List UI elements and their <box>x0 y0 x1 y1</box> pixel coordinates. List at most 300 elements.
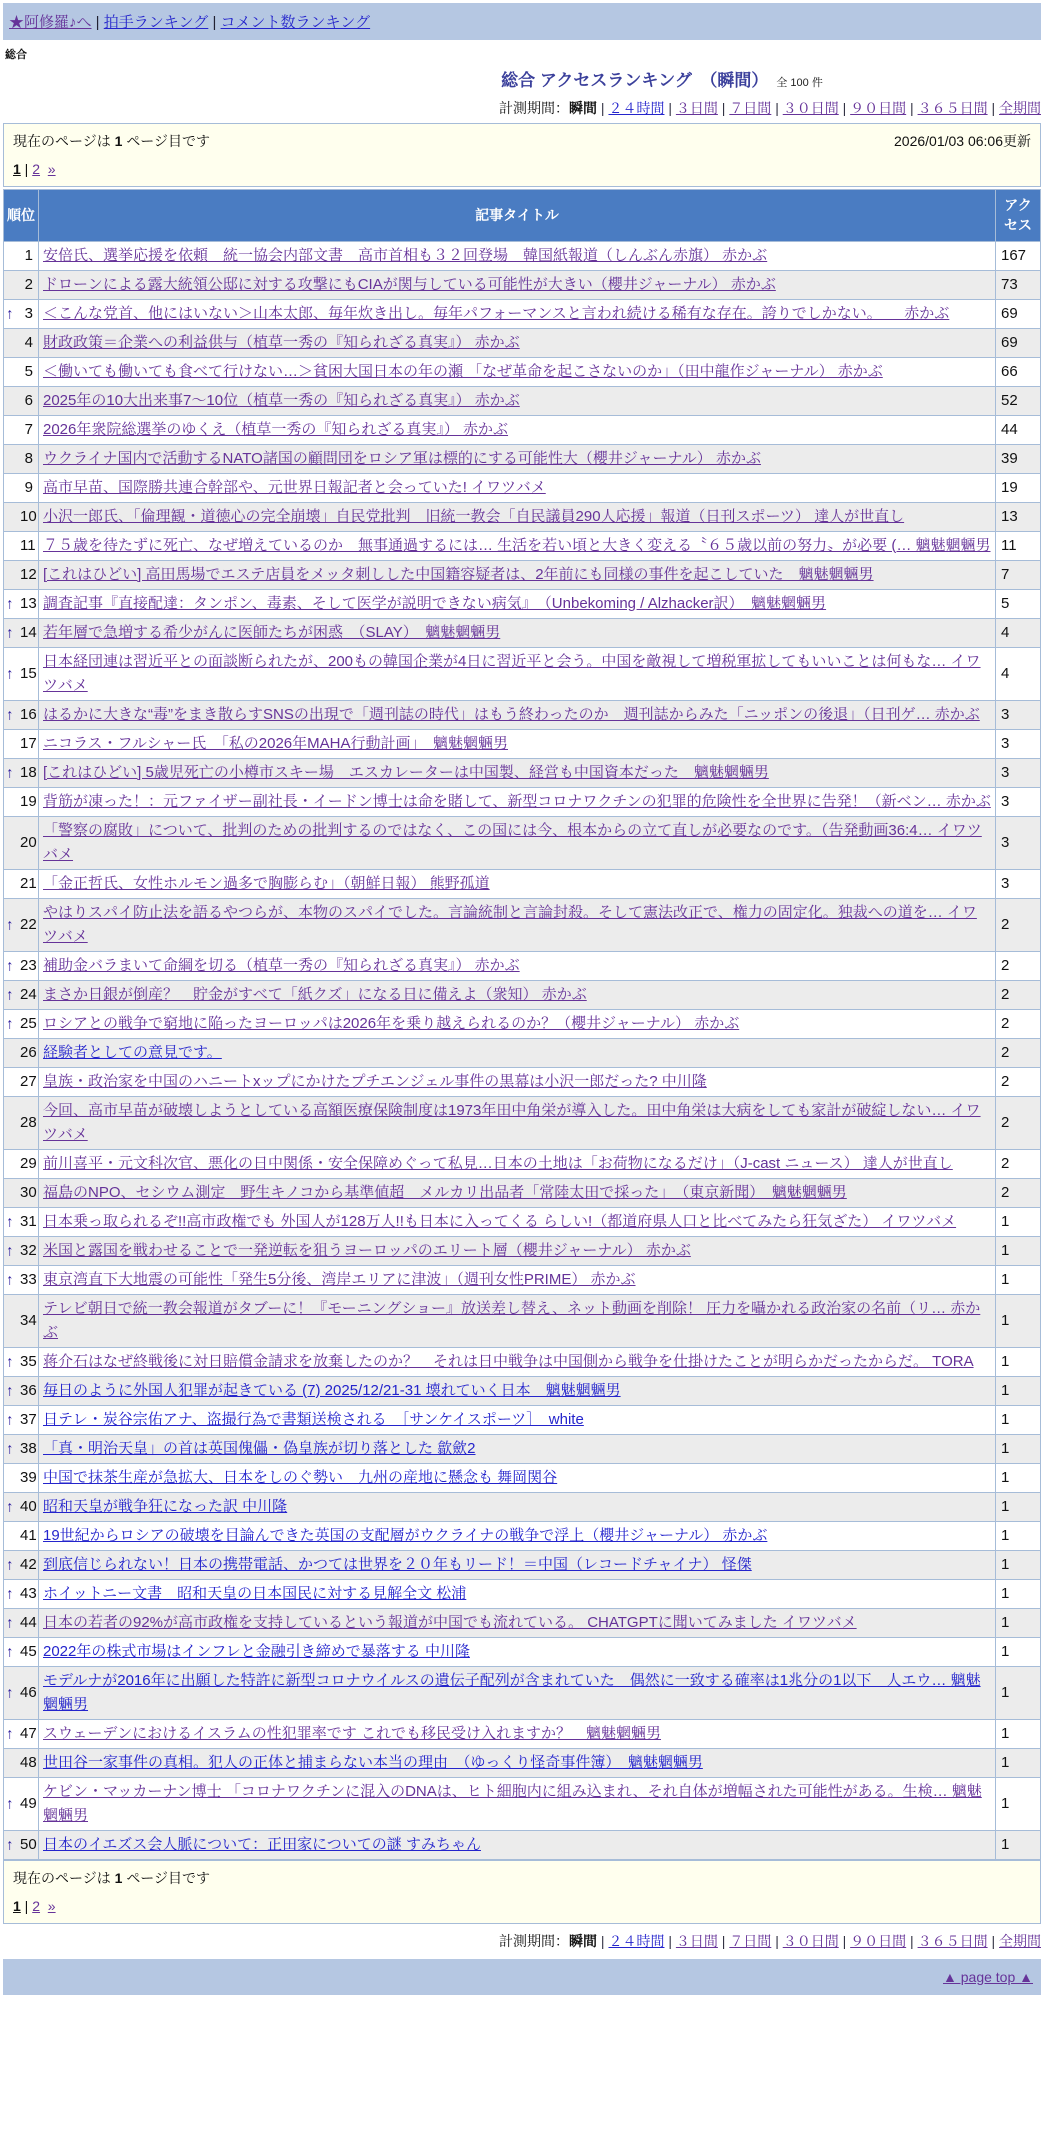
period-365d[interactable]: ３６５日間 <box>917 1932 988 1949</box>
access-count: 7 <box>996 560 1041 589</box>
period-label: 計測期間： <box>499 100 570 116</box>
rank-number: 18 <box>20 764 37 782</box>
article-link[interactable]: 安倍氏、選挙応援を依頼 統一協会内部文書 高市首相も３２回登場 韓国紙報道（しんぶん赤旗） 赤かぶ <box>43 246 768 264</box>
rank-up-icon: ↑ <box>6 665 14 683</box>
rank-cell <box>4 299 39 328</box>
table-row <box>4 1608 1041 1637</box>
access-count: 3 <box>996 729 1041 758</box>
access-count: 1 <box>996 1521 1041 1550</box>
article-link[interactable]: 蒋介石はなぜ終戦後に対日賠償金請求を放棄したのか？ それは日中戦争は中国側から戦争を仕掛けたことが明らかだったからだ。 TORA <box>43 1352 974 1370</box>
article-link[interactable]: 2022年の株式市場はインフレと金融引き締めで暴落する 中川隆 <box>43 1642 470 1660</box>
table-row <box>4 386 1041 415</box>
rank-number: 10 <box>20 508 37 526</box>
access-count: 1 <box>996 1550 1041 1579</box>
table-row <box>4 1748 1041 1777</box>
article-link[interactable]: 到底信じられない！日本の携帯電話、かつては世界を２０年もリード！＝中国（レコードチャイナ） 怪傑 <box>43 1555 752 1573</box>
rank-up-icon: ↑ <box>6 1643 14 1661</box>
table-row <box>4 560 1041 589</box>
access-count: 167 <box>996 241 1041 270</box>
title-cell <box>39 1777 996 1830</box>
title-cell <box>39 1096 996 1149</box>
table-row <box>4 1149 1041 1178</box>
rank-number: 39 <box>20 1469 37 1487</box>
period-30d[interactable]: ３０日間 <box>782 100 839 116</box>
separator: | <box>208 14 221 31</box>
access-count: 2 <box>996 1096 1041 1149</box>
rank-cell <box>4 618 39 647</box>
page-1: 1 <box>13 161 21 177</box>
title-cell <box>39 299 996 328</box>
table-row <box>4 729 1041 758</box>
article-link[interactable]: 高市早苗、国際勝共連合幹部や、元世界日報記者と会っていた! イワツバメ <box>43 478 546 496</box>
rank-cell <box>4 1777 39 1830</box>
table-row <box>4 299 1041 328</box>
table-row <box>4 1207 1041 1236</box>
total-count: 全 100 件 <box>776 77 823 89</box>
article-link[interactable]: 昭和天皇が戦争狂になった訳 中川隆 <box>43 1497 288 1515</box>
article-link[interactable]: 世田谷一家事件の真相。犯人の正体と捕まらない本当の理由 （ゆっくり怪奇事件簿） 魑魅魍魎男 <box>43 1753 703 1771</box>
article-link[interactable]: 若年層で急増する希少がんに医師たちが困惑 （SLAY） 魑魅魍魎男 <box>43 623 501 641</box>
link-asyura-home[interactable]: ★阿修羅♪へ <box>9 14 92 31</box>
article-link[interactable]: ホイットニー文書 昭和天皇の日本国民に対する見解全文 松浦 <box>43 1584 467 1602</box>
title-cell <box>39 473 996 502</box>
access-count: 1 <box>996 1666 1041 1719</box>
rank-cell <box>4 647 39 700</box>
current-page-text <box>13 131 210 151</box>
table-row <box>4 869 1041 898</box>
rank-number: 13 <box>20 595 37 613</box>
table-row <box>4 1521 1041 1550</box>
rank-number: 46 <box>20 1684 37 1702</box>
rank-number: 43 <box>20 1585 37 1603</box>
rank-up-icon: ↑ <box>6 706 14 724</box>
separator: | <box>771 1932 783 1949</box>
updated-timestamp: 2026/01/03 06:06更新 <box>894 133 1031 149</box>
page-top-link[interactable]: ▲ page top ▲ <box>943 1968 1033 1985</box>
rank-number: 50 <box>20 1836 37 1854</box>
article-link[interactable]: 日テレ・炭谷宗佑アナ、盗撮行為で書類送検される ［サンケイスポーツ］ white <box>43 1410 584 1428</box>
rank-cell <box>4 270 39 299</box>
top-nav-bar <box>3 3 1041 40</box>
title-cell <box>39 531 996 560</box>
rank-cell <box>4 729 39 758</box>
title-cell <box>39 787 996 816</box>
link-comment-ranking[interactable]: コメント数ランキング <box>220 14 371 31</box>
title-cell <box>39 1719 996 1748</box>
rank-up-icon: ↑ <box>6 986 14 1004</box>
title-cell <box>39 816 996 869</box>
table-row <box>4 816 1041 869</box>
access-count: 1 <box>996 1637 1041 1666</box>
title-cell <box>39 1149 996 1178</box>
current-page-suffix: ページ目です <box>126 1869 211 1886</box>
article-link[interactable]: [これはひどい] 5歳児死亡の小樽市スキー場 エスカレーターは中国製、経営も中国資本だった 魑魅魍魎男 <box>43 763 769 781</box>
table-row <box>4 473 1041 502</box>
access-count: 39 <box>996 444 1041 473</box>
article-link[interactable]: ニコラス・フルシャー氏 「私の2026年MAHA行動計画」 魑魅魍魎男 <box>43 734 508 752</box>
rank-cell <box>4 980 39 1009</box>
title-cell <box>39 1178 996 1207</box>
table-row <box>4 1347 1041 1376</box>
separator: | <box>597 100 609 116</box>
article-link[interactable]: ウクライナ国内で活動するNATO諸国の顧問団をロシア軍は標的にする可能性大（櫻井ジャーナル） 赤かぶ <box>43 449 761 467</box>
rank-cell <box>4 502 39 531</box>
separator <box>40 161 48 177</box>
article-link[interactable]: 毎日のように外国人犯罪が起きている (7) 2025/12/21-31 壊れていく日本 魑魅魍魎男 <box>43 1381 621 1399</box>
rank-cell <box>4 1149 39 1178</box>
rank-cell <box>4 1265 39 1294</box>
rank-number: 6 <box>24 392 33 410</box>
rank-cell <box>4 444 39 473</box>
table-row <box>4 531 1041 560</box>
period-30d[interactable]: ３０日間 <box>782 1932 839 1949</box>
article-link[interactable]: スウェーデンにおけるイスラムの性犯罪率です これでも移民受け入れますか？ 魑魅魍魎男 <box>43 1724 661 1742</box>
title-cell <box>39 357 996 386</box>
rank-up-icon: ↑ <box>6 1836 14 1854</box>
rank-number: 2 <box>24 276 33 294</box>
rank-up-icon: ↑ <box>6 1795 14 1813</box>
rank-number: 24 <box>20 986 37 1004</box>
access-count: 1 <box>996 1294 1041 1347</box>
article-link[interactable]: まさか日銀が倒産？ 貯金がすべて「紙クズ」になる日に備えよ（衆知） 赤かぶ <box>43 985 587 1003</box>
rank-number: 29 <box>20 1155 37 1173</box>
access-count: 1 <box>996 1434 1041 1463</box>
title-cell <box>39 560 996 589</box>
title-cell <box>39 1579 996 1608</box>
title-cell <box>39 1207 996 1236</box>
period-nav-top <box>3 98 1041 118</box>
rank-cell <box>4 758 39 787</box>
rank-number: 45 <box>20 1643 37 1661</box>
rank-cell <box>4 1637 39 1666</box>
access-count: 1 <box>996 1405 1041 1434</box>
rank-cell <box>4 1178 39 1207</box>
access-count: 13 <box>996 502 1041 531</box>
article-link[interactable]: ロシアとの戦争で窮地に陥ったヨーロッパは2026年を乗り越えられるのか？（櫻井ジャーナル） 赤かぶ <box>43 1014 740 1032</box>
page-next[interactable]: » <box>47 161 56 177</box>
article-link[interactable]: 日本のイエズス会人脈について：正田家についての謎 すみちゃん <box>43 1835 481 1853</box>
article-link[interactable]: 19世紀からロシアの破壊を目論んできた英国の支配層がウクライナの戦争で浮上（櫻井ジャーナル） 赤かぶ <box>43 1526 768 1544</box>
table-row <box>4 787 1041 816</box>
rank-number: 12 <box>20 566 37 584</box>
period-instant: 瞬間 <box>569 1932 598 1949</box>
table-row <box>4 647 1041 700</box>
title-cell <box>39 1748 996 1777</box>
period-365d[interactable]: ３６５日間 <box>917 100 988 116</box>
table-row <box>4 1492 1041 1521</box>
article-link[interactable]: 小沢一郎氏、「倫理観・道徳心の完全崩壊」自民党批判 旧統一教会「自民議員290人応援」報道（日刊スポーツ） 達人が世直し <box>43 507 905 525</box>
article-link[interactable]: 米国と露国を戦わせることで一発逆転を狙うヨーロッパのエリート層（櫻井ジャーナル） 赤かぶ <box>43 1241 691 1259</box>
rank-up-icon: ↑ <box>6 595 14 613</box>
table-row <box>4 898 1041 951</box>
access-count: 44 <box>996 415 1041 444</box>
title-cell <box>39 1434 996 1463</box>
access-count: 1 <box>996 1492 1041 1521</box>
rank-up-icon: ↑ <box>6 624 14 642</box>
article-link[interactable]: 日本の若者の92%が高市政権を支持しているという報道が中国でも流れている。 CHATGPTに聞いてみました イワツバメ <box>43 1613 857 1631</box>
article-link[interactable]: ７５歳を待たずに死亡、なぜ増えているのか 無事通過するには… 生活を若い頃と大きく変える〝６５歳以前の努力〟が必要 (… 魑魅魍魎男 <box>43 536 991 554</box>
article-link[interactable]: はるかに大きな“毒”をまき散らすSNSの出現で「週刊誌の時代」はもう終わったのか 週刊誌からみた「ニッポンの後退」（日刊ゲ… 赤かぶ <box>43 705 980 723</box>
period-all[interactable]: 全期間 <box>999 100 1041 116</box>
page-title-line <box>3 66 1041 91</box>
access-count: 1 <box>996 1777 1041 1830</box>
rank-cell <box>4 473 39 502</box>
access-count: 3 <box>996 869 1041 898</box>
pagination-bottom <box>13 1898 1031 1914</box>
access-count: 1 <box>996 1748 1041 1777</box>
article-link[interactable]: 財政政策＝企業への利益供与（植草一秀の『知られざる真実』） 赤かぶ <box>43 333 520 351</box>
rank-number: 8 <box>24 450 33 468</box>
access-count: 3 <box>996 816 1041 869</box>
rank-cell <box>4 816 39 869</box>
separator: | <box>906 100 918 116</box>
period-90d[interactable]: ９０日間 <box>850 1932 907 1949</box>
rank-up-icon: ↑ <box>6 1353 14 1371</box>
table-row <box>4 357 1041 386</box>
rank-cell <box>4 1067 39 1096</box>
title-cell <box>39 415 996 444</box>
rank-number: 30 <box>20 1184 37 1202</box>
table-row <box>4 1178 1041 1207</box>
rank-up-icon: ↑ <box>6 1213 14 1231</box>
rank-cell <box>4 560 39 589</box>
article-link[interactable]: 「真・明治天皇」の首は英国傀儡・偽皇族が切り落とした 歙歛2 <box>43 1439 476 1457</box>
article-link[interactable]: ＜働いても働いても食べて行けない…＞貧困大国日本の年の瀬 「なぜ革命を起こさないのか」（田中龍作ジャーナル） 赤かぶ <box>43 362 883 380</box>
rank-number: 15 <box>20 665 37 683</box>
table-row <box>4 1376 1041 1405</box>
article-link[interactable]: 「金正哲氏、女性ホルモン過多で胸膨らむ」（朝鮮日報） 熊野孤道 <box>43 874 490 892</box>
title-cell <box>39 1067 996 1096</box>
access-count: 2 <box>996 980 1041 1009</box>
rank-number: 17 <box>20 735 37 753</box>
ranking-rows <box>4 241 1041 1859</box>
access-count: 2 <box>996 1149 1041 1178</box>
page-next[interactable]: » <box>47 1897 56 1914</box>
rank-cell <box>4 1038 39 1067</box>
access-count: 1 <box>996 1236 1041 1265</box>
period-24h[interactable]: ２４時間 <box>608 1932 665 1949</box>
rank-number: 26 <box>20 1044 37 1062</box>
access-count: 52 <box>996 386 1041 415</box>
link-clap-ranking[interactable]: 拍手ランキング <box>103 14 209 31</box>
separator: | <box>597 1932 609 1949</box>
current-page-prefix: 現在のページは <box>13 133 111 149</box>
rank-cell <box>4 241 39 270</box>
table-row <box>4 951 1041 980</box>
current-page-prefix: 現在のページは <box>13 1869 111 1886</box>
access-count: 2 <box>996 951 1041 980</box>
page-1: 1 <box>13 1897 21 1914</box>
period-all[interactable]: 全期間 <box>999 1932 1041 1949</box>
ranking-table <box>3 189 1041 1860</box>
article-link[interactable]: 経験者としての意見です。 <box>43 1043 222 1061</box>
rank-cell <box>4 898 39 951</box>
title-cell <box>39 1550 996 1579</box>
article-link[interactable]: [これはひどい] 高田馬場でエステ店員をメッタ刺しした中国籍容疑者は、2年前にも同様の事件を起こしていた 魑魅魍魎男 <box>43 565 874 583</box>
rank-cell <box>4 328 39 357</box>
current-page-suffix: ページ目です <box>126 133 211 149</box>
title-cell <box>39 951 996 980</box>
separator: | <box>91 14 104 31</box>
access-count: 3 <box>996 787 1041 816</box>
table-row <box>4 758 1041 787</box>
period-24h[interactable]: ２４時間 <box>608 100 665 116</box>
access-count: 19 <box>996 473 1041 502</box>
title-cell <box>39 1637 996 1666</box>
period-3d[interactable]: ３日間 <box>675 100 718 116</box>
rank-up-icon: ↑ <box>6 957 14 975</box>
title-cell <box>39 647 996 700</box>
article-link[interactable]: やはりスパイ防止法を語るやつらが、本物のスパイでした。言論統制と言論封殺。そして憲法改正で、権力の固定化。独裁への道を… イワツバメ <box>43 903 977 945</box>
rank-up-icon: ↑ <box>6 916 14 934</box>
page-title: 総合 アクセスランキング （瞬間） <box>501 71 769 90</box>
pagination-top <box>13 161 1031 177</box>
rank-number: 7 <box>24 421 33 439</box>
title-cell <box>39 1038 996 1067</box>
table-row <box>4 1265 1041 1294</box>
rank-cell <box>4 1009 39 1038</box>
rank-up-icon: ↑ <box>6 1242 14 1260</box>
rank-number: 5 <box>24 363 33 381</box>
title-cell <box>39 1376 996 1405</box>
period-90d[interactable]: ９０日間 <box>850 100 907 116</box>
separator: | <box>987 1932 999 1949</box>
rank-number: 42 <box>20 1556 37 1574</box>
rank-up-icon: ↑ <box>6 764 14 782</box>
table-row <box>4 589 1041 618</box>
rank-number: 1 <box>24 247 33 265</box>
period-7d[interactable]: ７日間 <box>729 100 772 116</box>
article-link[interactable]: 「警察の腐敗」について、批判のための批判するのではなく、この国には今、根本からの立て直しが必要なのです。（告発動画36:4… イワツバメ <box>43 821 982 863</box>
page-2[interactable]: 2 <box>32 1897 41 1914</box>
title-cell <box>39 1405 996 1434</box>
separator: | <box>838 1932 851 1949</box>
separator: | <box>838 100 851 116</box>
table-row <box>4 700 1041 729</box>
table-row <box>4 241 1041 270</box>
article-link[interactable]: 日本経団連は習近平との面談断られたが、200もの韓国企業が4日に習近平と会う。中国を敵視して増税軍拡してもいいことは何もな… イワツバメ <box>43 652 981 694</box>
title-cell <box>39 1009 996 1038</box>
title-cell <box>39 729 996 758</box>
access-count: 4 <box>996 647 1041 700</box>
table-row <box>4 1009 1041 1038</box>
title-cell <box>39 502 996 531</box>
article-link[interactable]: 中国で抹茶生産が急拡大、日本をしのぐ勢い 九州の産地に懸念も 舞岡関谷 <box>43 1468 558 1486</box>
rank-cell <box>4 1579 39 1608</box>
rank-cell <box>4 1521 39 1550</box>
article-link[interactable]: 福島のNPO、セシウム測定 野生キノコから基準値超 メルカリ出品者「常陸太田で採った」 （東京新聞） 魑魅魍魎男 <box>43 1183 847 1201</box>
rank-cell <box>4 951 39 980</box>
title-cell <box>39 386 996 415</box>
title-cell <box>39 444 996 473</box>
rank-number: 40 <box>20 1498 37 1516</box>
pager-box-top <box>3 123 1041 187</box>
table-row <box>4 270 1041 299</box>
table-row <box>4 1067 1041 1096</box>
rank-cell <box>4 1347 39 1376</box>
rank-number: 47 <box>20 1725 37 1743</box>
rank-number: 9 <box>24 479 33 497</box>
table-row <box>4 1463 1041 1492</box>
article-link[interactable]: ＜こんな党首、他にはいない＞山本太郎、毎年炊き出し。毎年パフォーマンスと言われ続ける稀有な存在。誇りでしかない。 赤かぶ <box>43 304 950 322</box>
article-link[interactable]: 2025年の10大出来事7〜10位（植草一秀の『知られざる真実』） 赤かぶ <box>43 391 520 409</box>
table-row <box>4 1830 1041 1859</box>
title-cell <box>39 1265 996 1294</box>
table-row <box>4 1038 1041 1067</box>
separator <box>40 1898 48 1914</box>
access-count: 3 <box>996 758 1041 787</box>
rank-cell <box>4 589 39 618</box>
rank-up-icon: ↑ <box>6 1498 14 1516</box>
rank-cell <box>4 1492 39 1521</box>
period-label: 計測期間： <box>499 1932 570 1949</box>
access-count: 5 <box>996 589 1041 618</box>
title-cell <box>39 869 996 898</box>
table-row <box>4 415 1041 444</box>
separator: | <box>906 1932 918 1949</box>
article-link[interactable]: 東京湾直下大地震の可能性「発生5分後、湾岸エリアに津波」（週刊女性PRIME） 赤かぶ <box>43 1270 636 1288</box>
rank-number: 49 <box>20 1795 37 1813</box>
table-row <box>4 1579 1041 1608</box>
rank-number: 28 <box>20 1114 37 1132</box>
article-link[interactable]: 背筋が凍った！：元ファイザー副社長・イードン博士は命を賭して、新型コロナワクチンの犯罪的危険性を全世界に告発！（新ベン… 赤かぶ <box>43 792 991 810</box>
access-count: 69 <box>996 299 1041 328</box>
title-cell <box>39 589 996 618</box>
rank-up-icon: ↑ <box>6 1725 14 1743</box>
period-7d[interactable]: ７日間 <box>729 1932 772 1949</box>
article-link[interactable]: 皇族・政治家を中国のハニートxップにかけたプチエンジェル事件の黒幕は小沢一郎だった? 中川隆 <box>43 1072 707 1090</box>
period-3d[interactable]: ３日間 <box>675 1932 718 1949</box>
table-row <box>4 1637 1041 1666</box>
rank-cell <box>4 1719 39 1748</box>
rank-number: 14 <box>20 624 37 642</box>
rank-number: 4 <box>24 334 33 352</box>
title-cell <box>39 980 996 1009</box>
access-count: 69 <box>996 328 1041 357</box>
rank-up-icon: ↑ <box>6 305 14 323</box>
rank-cell <box>4 1550 39 1579</box>
rank-cell <box>4 415 39 444</box>
article-link[interactable]: テレビ朝日で統一教会報道がタブーに！『モーニングショー』放送差し替え、ネット動画を削除！ 圧力を囁かれる政治家の名前（リ… 赤かぶ <box>43 1299 981 1341</box>
article-link[interactable]: 前川喜平・元文科次官、悪化の日中関係・安全保障めぐって私見…日本の土地は「お荷物になるだけ」（J-cast ニュース） 達人が世直し <box>43 1154 953 1172</box>
article-link[interactable]: 今回、高市早苗が破壊しようとしている高額医療保険制度は1973年田中角栄が導入した。田中角栄は大病をしても家計が破綻しない… イワツバメ <box>43 1101 981 1143</box>
table-header-row <box>4 190 1041 242</box>
access-count: 11 <box>996 531 1041 560</box>
article-link[interactable]: モデルナが2016年に出願した特許に新型コロナウイルスの遺伝子配列が含まれていた 偶然に一致する確率は1兆分の1以下 人エウ… 魑魅魍魎男 <box>43 1671 981 1713</box>
rank-cell <box>4 1207 39 1236</box>
article-link[interactable]: 2026年衆院総選挙のゆくえ（植草一秀の『知られざる真実』） 赤かぶ <box>43 420 509 438</box>
rank-number: 33 <box>20 1271 37 1289</box>
current-page-number: 1 <box>114 133 123 149</box>
header-title: 記事タイトル <box>39 190 996 242</box>
article-link[interactable]: 日本乗っ取られるぞ!!高市政権でも 外国人が128万人!!も日本に入ってくる らしい!（都道府県人口と比べてみたら狂気ざた） イワツバメ <box>43 1212 957 1230</box>
page-2[interactable]: 2 <box>32 161 41 177</box>
table-row <box>4 1294 1041 1347</box>
table-row <box>4 328 1041 357</box>
article-link[interactable]: 調査記事『直接配達：タンポン、毒素、そして医学が説明できない病気』 （Unbekoming / Alzhacker訳） 魑魅魍魎男 <box>43 594 827 612</box>
article-link[interactable]: 補助金バラまいて命綱を切る（植草一秀の『知られざる真実』） 赤かぶ <box>43 956 520 974</box>
header-access: アクセス <box>996 190 1041 242</box>
title-cell <box>39 618 996 647</box>
rank-cell <box>4 386 39 415</box>
article-link[interactable]: ケビン・マッカーナン博士 「コロナワクチンに混入のDNAは、ヒト細胞内に組み込まれ、それ自体が増幅された可能性がある。生検… 魑魅魍魎男 <box>43 1782 982 1824</box>
rank-number: 23 <box>20 957 37 975</box>
title-cell <box>39 1347 996 1376</box>
access-count: 1 <box>996 1207 1041 1236</box>
table-row <box>4 1405 1041 1434</box>
article-link[interactable]: ドローンによる露大統領公邸に対する攻撃にもCIAが関与している可能性が大きい（櫻井ジャーナル） 赤かぶ <box>43 275 776 293</box>
title-cell <box>39 758 996 787</box>
